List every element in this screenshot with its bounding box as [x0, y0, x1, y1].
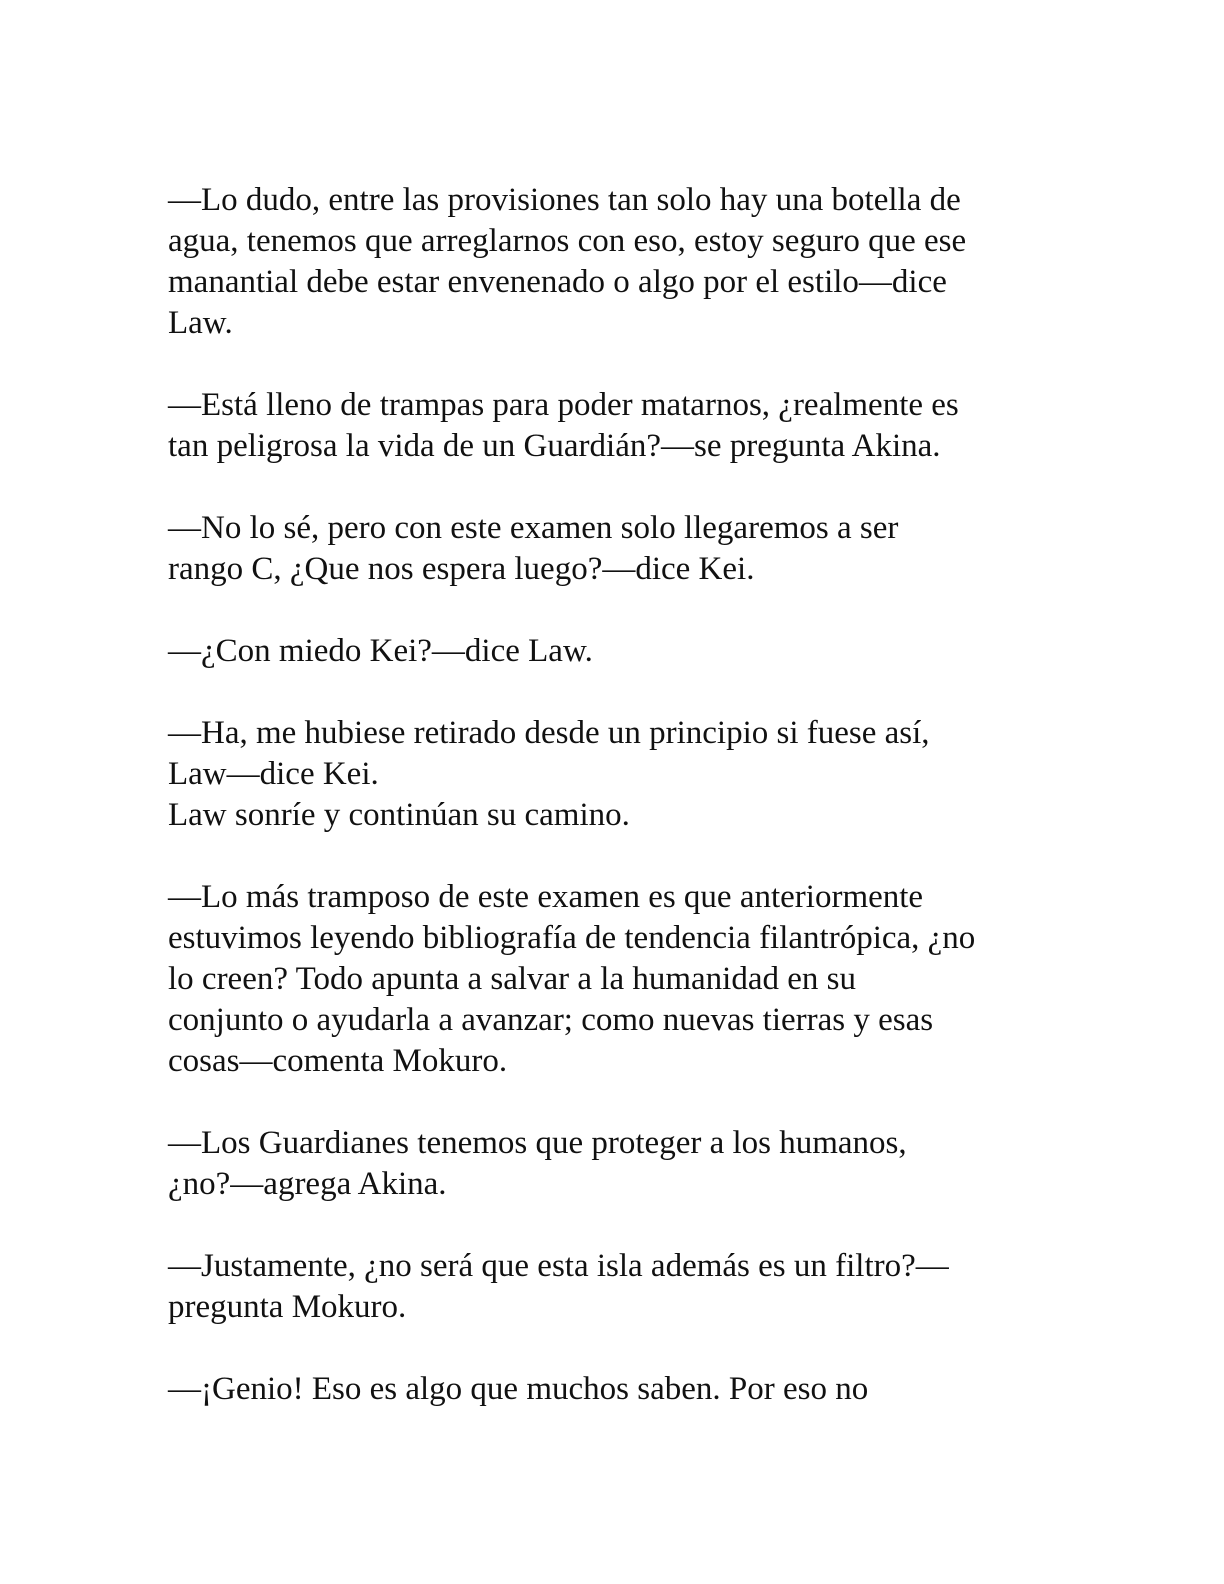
text-line: —Ha, me hubiese retirado desde un principio si fuese así,	[168, 715, 930, 751]
text-line: —¡Genio! Eso es algo que muchos saben. Por eso no	[168, 1371, 869, 1407]
text-line: lo creen? Todo apunta a salvar a la humanidad en su	[168, 961, 856, 997]
text-line: —Está lleno de trampas para poder matarnos, ¿realmente es	[168, 387, 959, 423]
text-line: —Lo dudo, entre las provisiones tan solo hay una botella de	[168, 182, 961, 218]
paragraph	[168, 877, 1068, 1082]
text-line: rango C, ¿Que nos espera luego?—dice Kei.	[168, 551, 755, 587]
text-line: manantial debe estar envenenado o algo por el estilo—dice	[168, 264, 947, 300]
paragraph	[168, 1246, 1068, 1328]
text-line: estuvimos leyendo bibliografía de tendencia filantrópica, ¿no	[168, 920, 976, 956]
paragraph	[168, 1369, 1068, 1410]
text-line: —No lo sé, pero con este examen solo llegaremos a ser	[168, 510, 899, 546]
text-line: conjunto o ayudarla a avanzar; como nuevas tierras y esas	[168, 1002, 934, 1038]
text-line: agua, tenemos que arreglarnos con eso, estoy seguro que ese	[168, 223, 967, 259]
text-line: Law—dice Kei.	[168, 756, 379, 792]
paragraph	[168, 385, 1068, 467]
paragraph	[168, 1123, 1068, 1205]
paragraph	[168, 508, 1068, 590]
text-line: Law.	[168, 305, 233, 341]
document-body	[168, 180, 1068, 1451]
text-line: pregunta Mokuro.	[168, 1289, 407, 1325]
paragraph	[168, 631, 1068, 672]
paragraph	[168, 180, 1068, 344]
text-line: —Justamente, ¿no será que esta isla además es un filtro?—	[168, 1248, 949, 1284]
text-line: ¿no?—agrega Akina.	[168, 1166, 447, 1202]
text-line: tan peligrosa la vida de un Guardián?—se pregunta Akina.	[168, 428, 941, 464]
paragraph	[168, 795, 1068, 836]
text-line: —Los Guardianes tenemos que proteger a los humanos,	[168, 1125, 907, 1161]
text-line: cosas—comenta Mokuro.	[168, 1043, 508, 1079]
paragraph	[168, 713, 1068, 795]
text-line: —¿Con miedo Kei?—dice Law.	[168, 633, 593, 669]
text-line: —Lo más tramposo de este examen es que anteriormente	[168, 879, 924, 915]
text-line: Law sonríe y continúan su camino.	[168, 797, 630, 833]
